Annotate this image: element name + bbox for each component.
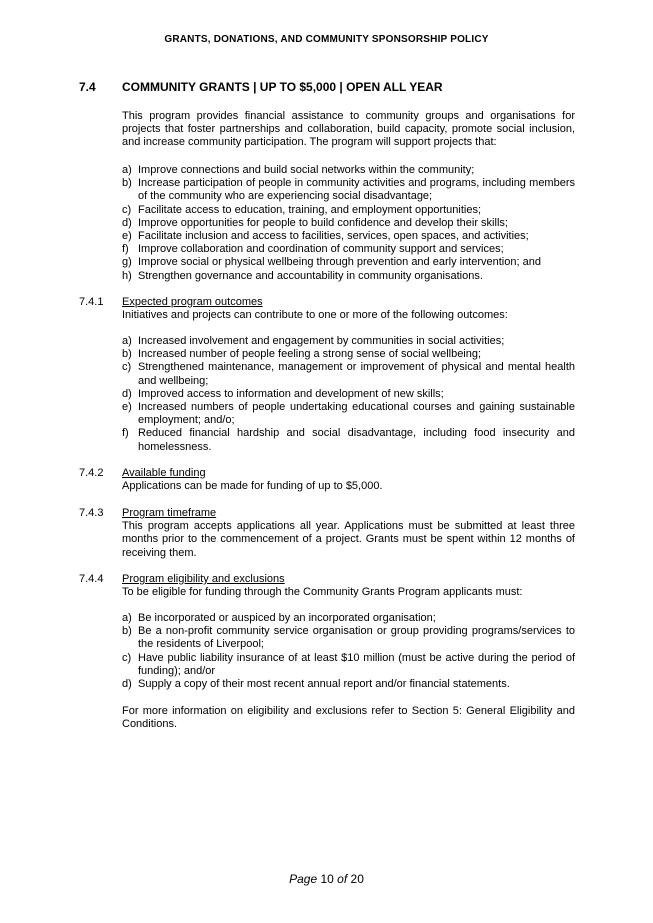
list-item: c) Facilitate access to education, training, and employment opportunities; xyxy=(122,203,482,216)
list-item: d) Improve opportunities for people to build confidence and develop their skills; xyxy=(122,216,508,229)
page-footer xyxy=(0,872,653,886)
section-intro: This program provides financial assistance to community groups and organisations for projects that foster partnerships and collaboration, build capacity, promote social inclusion, and increase community participation. The program will support projects that: xyxy=(122,110,575,149)
list-item: b) Increased number of people feeling a strong sense of social wellbeing; xyxy=(122,348,482,361)
section-heading xyxy=(79,80,599,94)
outcomes-list xyxy=(122,335,575,454)
list-item: h) Strengthen governance and accountability in community organisations. xyxy=(122,269,483,282)
list-item: c) Have public liability insurance of at least $10 million (must be active during the period of funding); and/or xyxy=(122,651,575,677)
section-title: COMMUNITY GRANTS | UP TO $5,000 | OPEN ALL YEAR xyxy=(122,80,443,94)
page-number: 10 xyxy=(320,872,334,886)
subsection-text: This program accepts applications all year. Applications must be submitted at least three months prior to the commencement of a project. Grants must be spent within 12 months of receiving them. xyxy=(122,520,575,559)
subsection-number: 7.4.1 xyxy=(79,296,104,308)
subsection-funding xyxy=(79,467,575,493)
page-label: Page xyxy=(289,872,318,886)
subsection-title: Program timeframe xyxy=(122,507,217,519)
list-item: g) Improve social or physical wellbeing through prevention and early intervention; and xyxy=(122,256,541,269)
list-item: a) Be incorporated or auspiced by an incorporated organisation; xyxy=(122,612,436,624)
page-total: 20 xyxy=(350,872,364,886)
subsection-title: Expected program outcomes xyxy=(122,296,263,308)
list-item: a) Improve connections and build social networks within the community; xyxy=(122,164,475,176)
subsection-intro: Initiatives and projects can contribute to one or more of the following outcomes: xyxy=(122,309,508,322)
list-item: c) Strengthened maintenance, management or improvement of physical and mental health and wellbeing; xyxy=(122,361,575,387)
list-item: e) Facilitate inclusion and access to facilities, services, open spaces, and activities; xyxy=(122,230,529,243)
program-aims-list xyxy=(122,164,575,283)
subsection-intro: To be eligible for funding through the Community Grants Program applicants must: xyxy=(122,586,523,599)
section-number: 7.4 xyxy=(79,80,96,94)
eligibility-list xyxy=(122,612,575,691)
eligibility-note: For more information on eligibility and exclusions refer to Section 5: General Eligibility and Conditions. xyxy=(122,705,575,731)
subsection-title: Program eligibility and exclusions xyxy=(122,573,285,585)
list-item: e) Increased numbers of people undertaking educational courses and gaining sustainable employment; and/o; xyxy=(122,401,575,427)
list-item: b) Increase participation of people in community activities and programs, including members of the community who are experiencing social disadvantage; xyxy=(122,177,575,203)
list-item: d) Improved access to information and development of new skills; xyxy=(122,387,444,400)
subsection-timeframe xyxy=(79,507,575,560)
list-item: a) Increased involvement and engagement by communities in social activities; xyxy=(122,335,505,347)
list-item: f) Improve collaboration and coordination of community support and services; xyxy=(122,243,504,256)
subsection-number: 7.4.3 xyxy=(79,507,104,519)
subsection-outcomes xyxy=(79,296,575,322)
list-item: b) Be a non-profit community service organisation or group providing programs/services to the residents of Liverpool; xyxy=(122,625,575,651)
of-label: of xyxy=(337,872,348,886)
list-item: d) Supply a copy of their most recent annual report and/or financial statements. xyxy=(122,678,510,691)
list-item: f) Reduced financial hardship and social disadvantage, including food insecurity and homelessness. xyxy=(122,427,575,453)
subsection-number: 7.4.4 xyxy=(79,573,104,585)
page-header: GRANTS, DONATIONS, AND COMMUNITY SPONSORSHIP POLICY xyxy=(164,34,489,45)
subsection-eligibility xyxy=(79,573,575,599)
subsection-text: Applications can be made for funding of up to $5,000. xyxy=(122,480,383,493)
subsection-title: Available funding xyxy=(122,467,206,479)
subsection-number: 7.4.2 xyxy=(79,467,104,479)
